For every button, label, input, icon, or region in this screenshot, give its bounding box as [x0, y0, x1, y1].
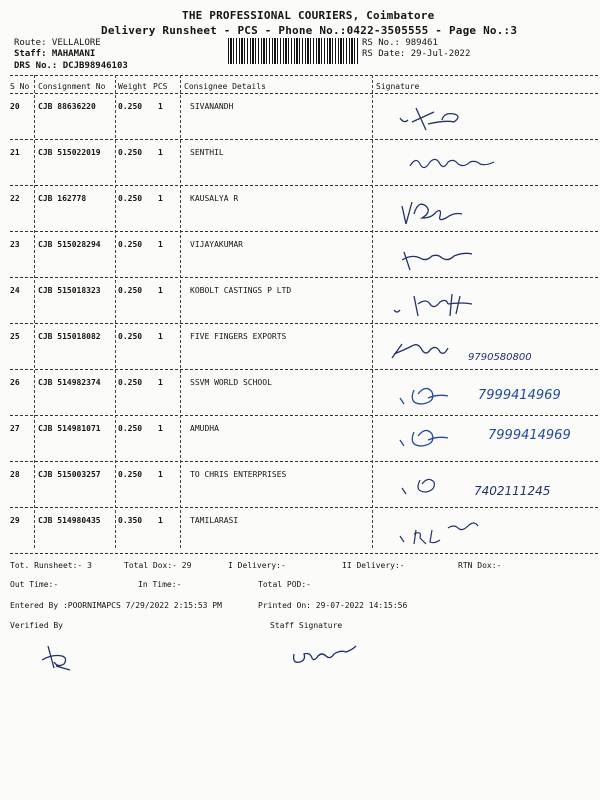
ii-delivery: II Delivery:-: [342, 561, 405, 570]
table-row: [10, 186, 598, 232]
row-pcs: 1: [158, 194, 163, 203]
row-weight: 0.250: [118, 102, 143, 111]
row-weight: 0.250: [118, 424, 143, 433]
signature-mark: [388, 324, 598, 370]
company-title: THE PROFESSIONAL COURIERS, Coimbatore: [182, 9, 435, 22]
row-consignee: SSVM WORLD SCHOOL: [190, 378, 272, 387]
signature-mark: [388, 278, 598, 324]
row-consignee: FIVE FINGERS EXPORTS: [190, 332, 287, 341]
row-weight: 0.250: [118, 240, 143, 249]
row-sno: 25: [10, 332, 20, 341]
tot-runsheet: Tot. Runsheet:- 3: [10, 561, 92, 570]
table-row: [10, 140, 598, 186]
table-row: [10, 508, 598, 554]
row-consignment: CJB 515018323: [38, 286, 101, 295]
row-sno: 24: [10, 286, 20, 295]
row-weight: 0.250: [118, 470, 143, 479]
row-rule: [10, 553, 598, 554]
row-sno: 23: [10, 240, 20, 249]
i-delivery: I Delivery:-: [228, 561, 286, 570]
col-consignee: Consignee Details: [184, 82, 266, 91]
row-weight: 0.250: [118, 194, 143, 203]
row-pcs: 1: [158, 470, 163, 479]
table-row: [10, 416, 598, 462]
col-consignment: Consignment No: [38, 82, 106, 91]
handwritten-phone: 7999414969: [478, 388, 561, 403]
table-row: [10, 324, 598, 370]
rs-number: RS No.: 989461: [362, 38, 438, 48]
printed-on: Printed On: 29-07-2022 14:15:56: [258, 601, 408, 610]
row-consignment: CJB 514980435: [38, 516, 101, 525]
row-pcs: 1: [158, 378, 163, 387]
runsheet-subtitle: Delivery Runsheet - PCS - Phone No.:0422-3505555 - Page No.:3: [101, 24, 518, 37]
row-pcs: 1: [158, 424, 163, 433]
verifier-signature-mark: [38, 640, 78, 674]
barcode: [228, 38, 358, 64]
row-pcs: 1: [158, 516, 163, 525]
row-sno: 29: [10, 516, 20, 525]
table-row: [10, 462, 598, 508]
col-signature: Signature: [376, 82, 420, 91]
in-time: In Time:-: [138, 580, 182, 589]
table-row: [10, 370, 598, 416]
staff-signature-mark: [288, 640, 368, 666]
row-consignment: CJB 515003257: [38, 470, 101, 479]
total-dox: Total Dox:- 29: [124, 561, 192, 570]
col-weight: Weight: [118, 82, 147, 91]
signature-mark: [388, 94, 598, 140]
route-label: Route: VELLALORE: [14, 38, 101, 48]
row-weight: 0.350: [118, 516, 143, 525]
verified-by: Verified By: [10, 621, 63, 630]
col-sno: S No: [10, 82, 30, 91]
row-consignee: KAUSALYA R: [190, 194, 239, 203]
rs-date: RS Date: 29-Jul-2022: [362, 49, 471, 59]
row-consignment: CJB 162778: [38, 194, 87, 203]
row-pcs: 1: [158, 148, 163, 157]
row-weight: 0.250: [118, 148, 143, 157]
row-consignee: TAMILARASI: [190, 516, 239, 525]
row-sno: 21: [10, 148, 20, 157]
row-consignment: CJB 88636220: [38, 102, 96, 111]
out-time: Out Time:-: [10, 580, 59, 589]
row-consignment: CJB 515022019: [38, 148, 101, 157]
handwritten-phone: 9790580800: [468, 352, 532, 363]
row-weight: 0.250: [118, 286, 143, 295]
row-weight: 0.250: [118, 378, 143, 387]
total-pod: Total POD:-: [258, 580, 311, 589]
entered-by: Entered By :POORNIMAPCS 7/29/2022 2:15:53 PM: [10, 601, 222, 610]
signature-mark: [388, 186, 598, 232]
row-consignee: VIJAYAKUMAR: [190, 240, 243, 249]
row-sno: 27: [10, 424, 20, 433]
row-sno: 22: [10, 194, 20, 203]
row-consignment: CJB 515018082: [38, 332, 101, 341]
row-consignee: AMUDHA: [190, 424, 219, 433]
signature-mark: [388, 140, 598, 186]
staff-signature-label: Staff Signature: [270, 621, 343, 630]
row-consignee: TO CHRIS ENTERPRISES: [190, 470, 287, 479]
row-consignment: CJB 514982374: [38, 378, 101, 387]
table-row: [10, 232, 598, 278]
row-sno: 28: [10, 470, 20, 479]
row-consignment: CJB 515028294: [38, 240, 101, 249]
header-top-rule: [10, 75, 598, 76]
row-consignee: SIVANANDH: [190, 102, 234, 111]
row-sno: 20: [10, 102, 20, 111]
row-consignment: CJB 514981071: [38, 424, 101, 433]
col-pcs: PCS: [153, 82, 168, 91]
signature-mark: [388, 232, 598, 278]
handwritten-phone: 7999414969: [488, 428, 571, 443]
rtn-dox: RTN Dox:-: [458, 561, 502, 570]
row-pcs: 1: [158, 240, 163, 249]
table-row: [10, 278, 598, 324]
staff-label: Staff: MAHAMANI: [14, 49, 96, 59]
row-pcs: 1: [158, 102, 163, 111]
handwritten-phone: 7402111245: [474, 484, 551, 498]
row-consignee: KOBOLT CASTINGS P LTD: [190, 286, 292, 295]
row-pcs: 1: [158, 332, 163, 341]
row-consignee: SENTHIL: [190, 148, 224, 157]
drs-number: DRS No.: DCJB98946103: [14, 61, 128, 71]
row-pcs: 1: [158, 286, 163, 295]
table-row: [10, 94, 598, 140]
row-sno: 26: [10, 378, 20, 387]
signature-mark: [388, 508, 598, 554]
row-weight: 0.250: [118, 332, 143, 341]
